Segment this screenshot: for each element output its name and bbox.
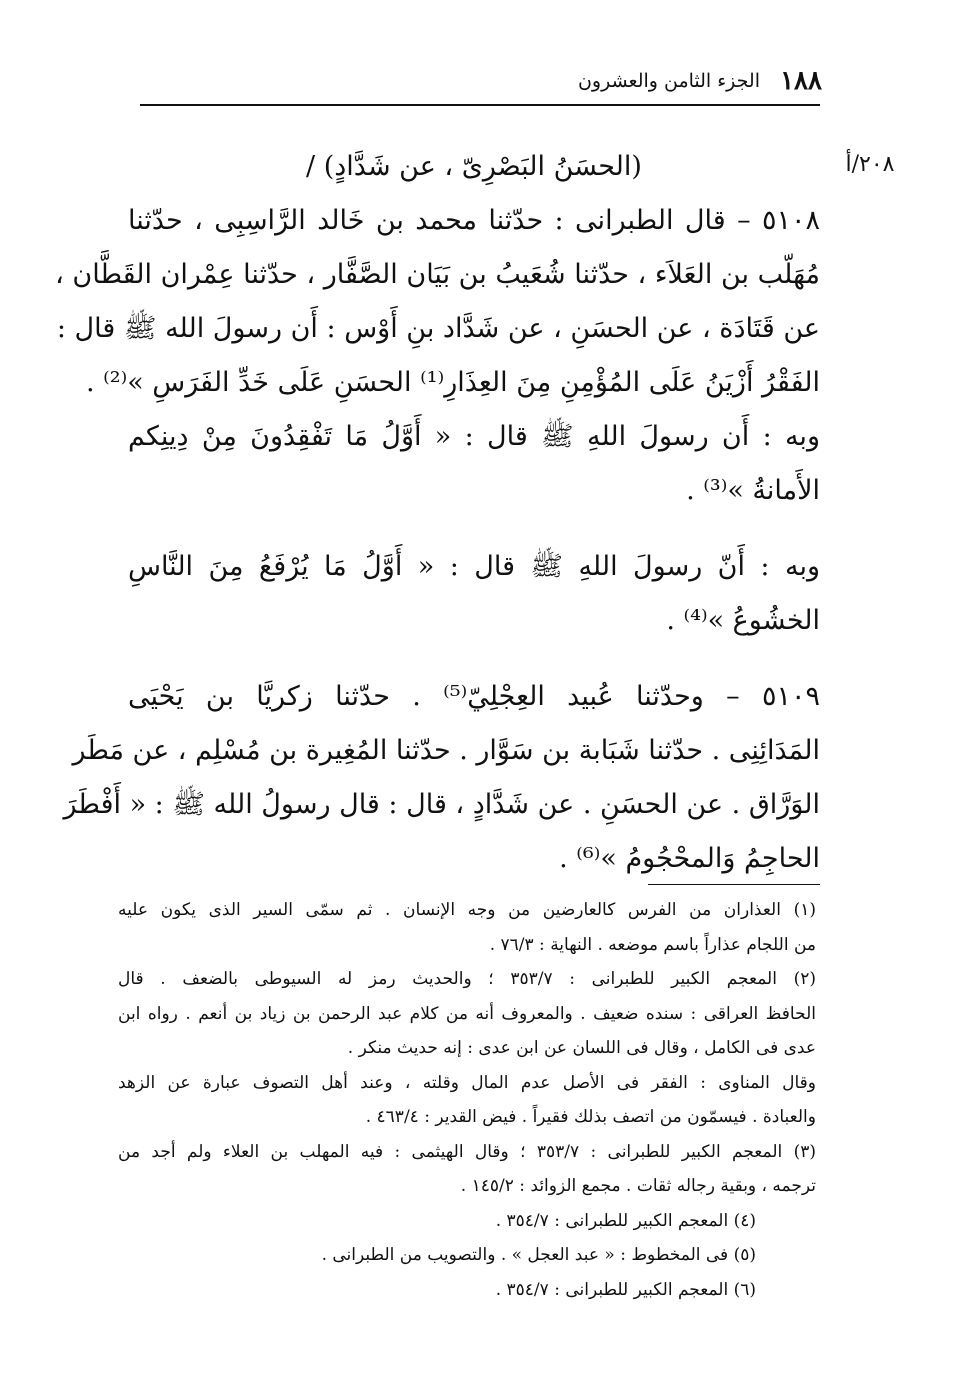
section-heading: (الحسَنُ البَصْرِىّ ، عن شَدَّادٍ) / [306, 151, 642, 182]
hadith-variant-2-line: وبه : أَنّ رسولَ اللهِ ﷺ قال : « أَوَّلُ مَا يُرْفَعُ مِنَ النَّاسِ [128, 551, 820, 582]
footnote-line: من اللجام عذاراً باسم موضعه . النهاية : ٧٦/٣ . [489, 934, 816, 955]
footnote-line: ترجمه ، وبقية رجاله ثقات . مجمع الزوائد : ١٤٥/٢ . [460, 1176, 816, 1196]
hadith-5108-line: عن قَتَادَة ، عن الحسَنِ ، عن شَدَّاد بنِ أَوْس : أَن رسولَ الله ﷺ قال : [56, 313, 820, 344]
footnote-line: (٥) فى المخطوط : « عبد العجل » . والتصويب من الطبرانى . [321, 1245, 756, 1265]
footnotes [118, 893, 816, 1307]
hadith-5109-line: ٥١٠٩ – وحدّثنا عُبيد العِجْلِيّ⁽⁵⁾ . حدّثنا زكريَّا بن يَحْيَى [128, 681, 820, 712]
hadith-variant-1-line: وبه : أَن رسولَ اللهِ ﷺ قال : « أَوَّلُ مَا تَفْقِدُونَ مِنْ دِينِكم [128, 421, 820, 452]
hadith-5109-line: الحاجِمُ وَالمحْجُومُ »⁽⁶⁾ . [559, 843, 820, 874]
page-number: ١٨٨ [780, 66, 822, 96]
footnote-line: (٤) المعجم الكبير للطبرانى : ٣٥٤/٧ . [495, 1210, 756, 1231]
hadith-5108-line: مُهَلّب بن العَلاَء ، حدّثنا شُعَيبُ بن بَيَان الصَّفَّار ، حدّثنا عِمْران القَطَّان ، [55, 259, 820, 290]
footnote-line: (٣) المعجم الكبير للطبرانى : ٣٥٣/٧ ؛ وقال الهيثمى : فيه المهلب بن العلاء ولم أجد من [118, 1141, 816, 1162]
footnote-line: الحافظ العراقى : سنده ضعيف . والمعروف أنه من كلام عبد الرحمن بن زياد بن أنعم . رواه ابن [118, 1003, 816, 1024]
paragraph-gap [128, 648, 820, 670]
footnote-line: وقال المناوى : الفقر فى الأصل عدم المال وقلته ، وعند أهل التصوف عبارة عن الزهد [118, 1072, 816, 1093]
running-header-title: الجزء الثامن والعشرون [577, 70, 760, 92]
hadith-5108-line: ٥١٠٨ – قال الطبرانى : حدّثنا محمد بن خَالد الرَّاسِبِى ، حدّثنا [128, 205, 820, 236]
footnote-line: والعبادة . فيسمّون من اتصف بذلك فقيراً . فيض القدير : ٤٦٣/٤ . [365, 1107, 816, 1127]
header-rule [140, 104, 820, 106]
hadith-5109-line: المَدَائِنِى . حدّثنا شَبَابة بن سَوَّار . حدّثنا المُغِيرة بن مُسْلِم ، عن مَطَر [72, 735, 820, 766]
footnote-line: (٢) المعجم الكبير للطبرانى : ٣٥٣/٧ ؛ والحديث رمز له السيوطى بالضعف . قال [118, 969, 816, 989]
main-text [55, 140, 820, 886]
hadith-variant-1-line: الأَمانةُ »⁽³⁾ . [686, 475, 820, 506]
footnote-line: عدى فى الكامل ، وقال فى اللسان عن ابن عدى : إنه حديث منكر . [347, 1038, 816, 1058]
footnote-line: (١) العذاران من الفرس كالعارضين من وجه الإنسان . ثم سمّى السير الذى يكون عليه [118, 900, 816, 920]
footnote-rule [648, 884, 820, 885]
hadith-variant-2-line: الخشُوعُ »⁽⁴⁾ . [666, 605, 820, 636]
manuscript-folio-note: ٢٠٨/أ [845, 152, 895, 177]
footnote-line: (٦) المعجم الكبير للطبرانى : ٣٥٤/٧ . [495, 1279, 756, 1300]
paragraph-gap [128, 518, 820, 540]
hadith-5109-line: الوَرَّاق . عن الحسَنِ . عن شَدَّادٍ ، قال : قال رسولُ الله ﷺ : « أَفْطَرَ [63, 789, 820, 820]
hadith-5108-line: الفَقْرُ أَزْيَنُ عَلَى المُؤْمِنِ مِنَ العِذَارِ⁽¹⁾ الحسَنِ عَلَى خَدِّ الفَرَسِ »⁽²⁾ . [85, 367, 820, 398]
